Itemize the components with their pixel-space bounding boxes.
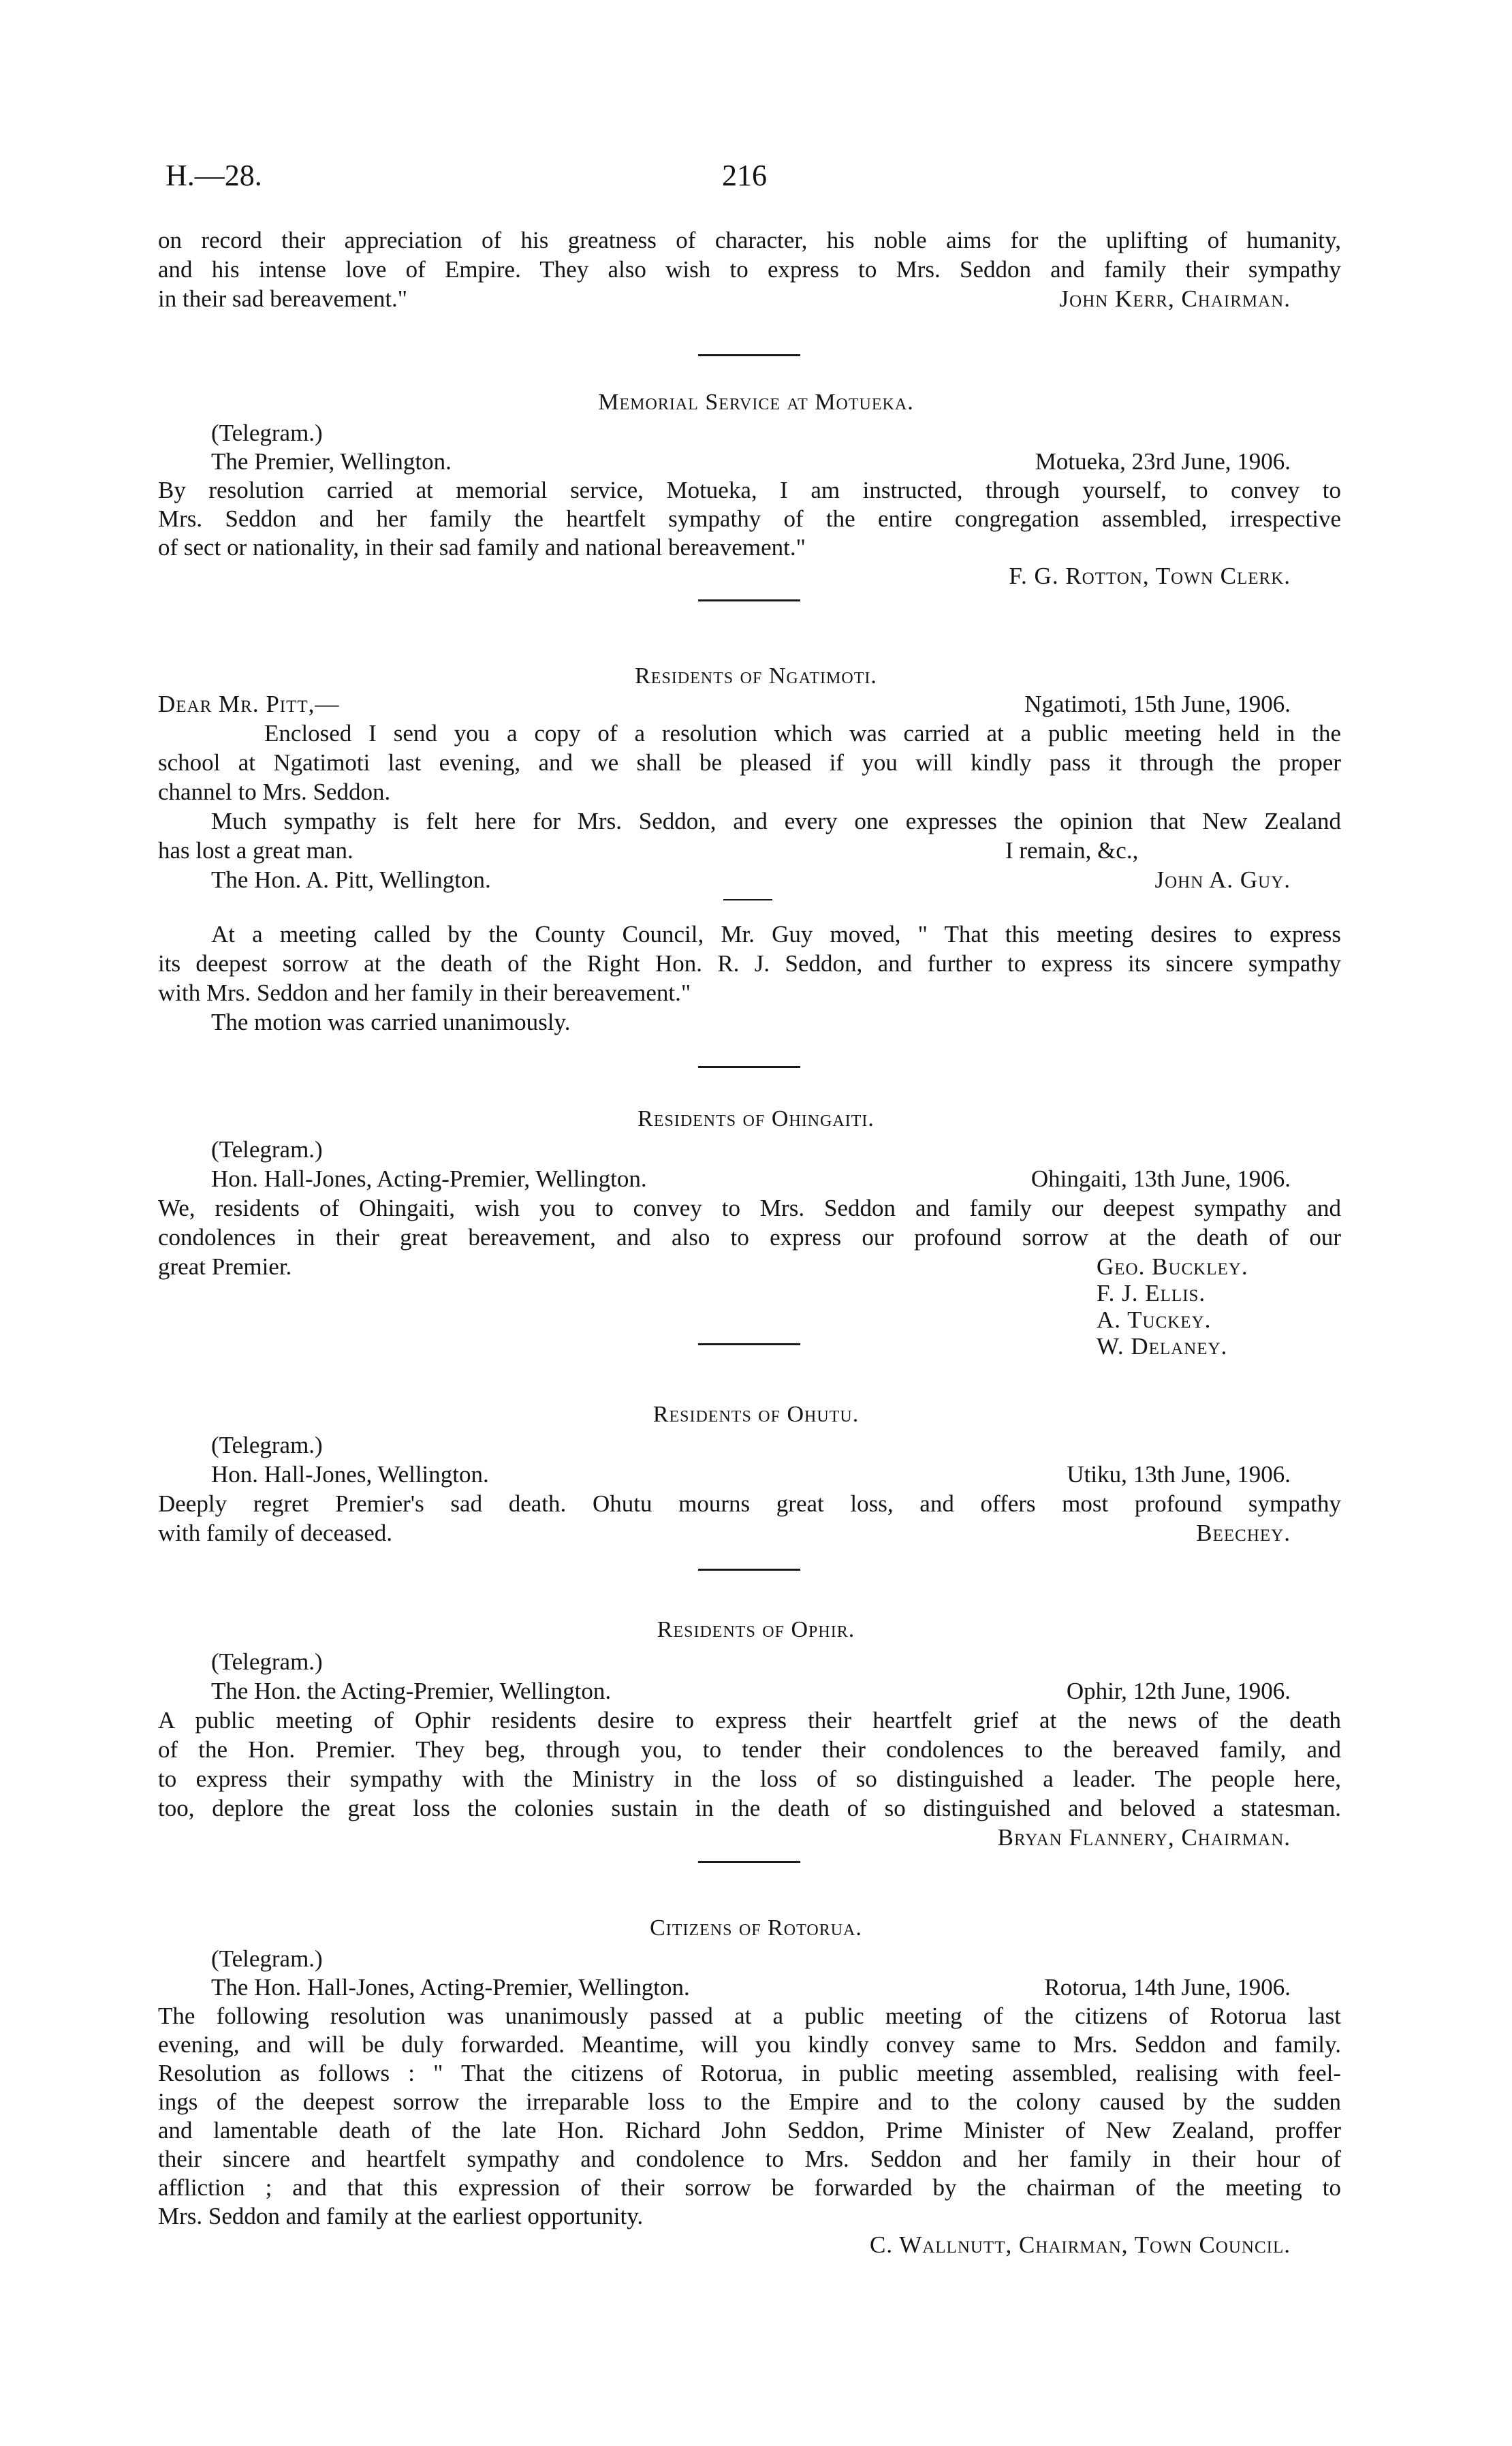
body-line: and his intense love of Empire. They also wish to express to Mrs. Seddon and family their sympathy (158, 256, 1341, 283)
addressee: Hon. Hall-Jones, Acting-Premier, Wellington. (211, 1165, 647, 1192)
telegram-label: (Telegram.) (211, 420, 323, 446)
section-heading: Residents of Ngatimoti. (635, 663, 877, 689)
body-line: condolences in their great bereavement, and also to express our profound sorrow at the death of our (158, 1224, 1341, 1251)
signature: John Kerr, Chairman. (1059, 285, 1291, 312)
body-line: Mrs. Seddon and family at the earliest opportunity. (158, 2203, 644, 2229)
body-line: By resolution carried at memorial service, Motueka, I am instructed, through yourself, to convey to (158, 477, 1341, 503)
body-line: At a meeting called by the County Council, Mr. Guy moved, " That this meeting desires to express (211, 921, 1341, 947)
body-line: Deeply regret Premier's sad death. Ohutu mourns great loss, and offers most profound sympathy (158, 1490, 1341, 1517)
telegram-label: (Telegram.) (211, 1136, 323, 1163)
section-heading: Residents of Ophir. (657, 1617, 855, 1642)
body-line: with family of deceased. (158, 1520, 393, 1546)
addressee: The Premier, Wellington. (211, 448, 452, 475)
body-line: of sect or nationality, in their sad family and national bereavement." (158, 534, 806, 561)
body-line: to express their sympathy with the Ministry in the loss of so distinguished a leader. The people here, (158, 1766, 1341, 1792)
telegram-label: (Telegram.) (211, 1648, 323, 1675)
addressee: The Hon. the Acting-Premier, Wellington. (211, 1678, 612, 1704)
page-number: 216 (722, 159, 767, 192)
body-line: and lamentable death of the late Hon. Richard John Seddon, Prime Minister of New Zealand, proffer (158, 2117, 1341, 2144)
signatory: F. J. Ellis. (1097, 1280, 1206, 1306)
body-line: The following resolution was unanimously passed at a public meeting of the citizens of Rotorua last (158, 2003, 1341, 2029)
body-line: Mrs. Seddon and her family the heartfelt sympathy of the entire congregation assembled, irrespective (158, 505, 1341, 532)
body-line: in their sad bereavement." (158, 285, 408, 312)
section-heading: Citizens of Rotorua. (650, 1915, 862, 1941)
body-line: its deepest sorrow at the death of the Right Hon. R. J. Seddon, and further to express its sincere sympathy (158, 950, 1341, 977)
body-line: The motion was carried unanimously. (211, 1009, 571, 1035)
section-divider (698, 1066, 800, 1068)
body-line: ings of the deepest sorrow the irreparable loss to the Empire and to the colony caused by the sudden (158, 2088, 1341, 2115)
dateline: Ophir, 12th June, 1906. (1066, 1678, 1291, 1704)
document-code: H.—28. (166, 159, 262, 192)
dateline: Utiku, 13th June, 1906. (1067, 1461, 1291, 1488)
body-line: with Mrs. Seddon and her family in their bereavement." (158, 979, 691, 1006)
section-divider (698, 1569, 800, 1571)
body-line: Resolution as follows : " That the citizens of Rotorua, in public meeting assembled, realising with feel- (158, 2060, 1341, 2086)
body-line: of the Hon. Premier. They beg, through you, to tender their condolences to the bereaved family, and (158, 1736, 1341, 1763)
body-line: great Premier. (158, 1253, 292, 1280)
signature: John A. Guy. (1154, 866, 1291, 893)
section-divider (698, 354, 800, 356)
signature: Beechey. (1196, 1520, 1291, 1546)
telegram-label: (Telegram.) (211, 1945, 323, 1972)
short-divider (723, 899, 772, 900)
body-line: Enclosed I send you a copy of a resolution which was carried at a public meeting held in the (264, 720, 1341, 747)
section-divider (698, 599, 800, 601)
dateline: Rotorua, 14th June, 1906. (1044, 1974, 1291, 2001)
section-heading: Memorial Service at Motueka. (598, 390, 914, 415)
addressee: The Hon. Hall-Jones, Acting-Premier, Wellington. (211, 1974, 690, 2001)
closing: I remain, &c., (1005, 837, 1139, 864)
body-line: their sincere and heartfelt sympathy and condolence to Mrs. Seddon and her family in their hour of (158, 2146, 1341, 2172)
body-line: on record their appreciation of his greatness of character, his noble aims for the uplifting of humanity, (158, 227, 1341, 253)
body-line: Much sympathy is felt here for Mrs. Seddon, and every one expresses the opinion that New Zealand (211, 808, 1341, 834)
body-line: too, deplore the great loss the colonies sustain in the death of so distinguished and beloved a statesman. (158, 1795, 1341, 1821)
signature: Bryan Flannery, Chairman. (997, 1824, 1291, 1851)
body-line: channel to Mrs. Seddon. (158, 779, 391, 805)
signatory: Geo. Buckley. (1097, 1253, 1248, 1280)
section-heading: Residents of Ohutu. (652, 1402, 860, 1427)
addressee: Hon. Hall-Jones, Wellington. (211, 1461, 489, 1488)
signatory: W. Delaney. (1097, 1333, 1228, 1360)
section-divider (698, 1861, 800, 1863)
telegram-label: (Telegram.) (211, 1432, 323, 1458)
body-line: school at Ngatimoti last evening, and we shall be pleased if you will kindly pass it through the proper (158, 749, 1341, 776)
body-line: has lost a great man. (158, 837, 353, 864)
salutation: Dear Mr. Pitt,— (158, 691, 340, 717)
addressee: The Hon. A. Pitt, Wellington. (211, 866, 491, 893)
body-line: We, residents of Ohingaiti, wish you to convey to Mrs. Seddon and family our deepest sympathy and (158, 1195, 1341, 1221)
signature: F. G. Rotton, Town Clerk. (1009, 563, 1291, 589)
section-divider (698, 1343, 800, 1345)
dateline: Ngatimoti, 15th June, 1906. (1024, 691, 1291, 717)
dateline: Motueka, 23rd June, 1906. (1035, 448, 1291, 475)
signature: C. Wallnutt, Chairman, Town Council. (869, 2231, 1291, 2258)
body-line: evening, and will be duly forwarded. Meantime, will you kindly convey same to Mrs. Seddon and family. (158, 2031, 1341, 2058)
section-heading: Residents of Ohingaiti. (637, 1106, 875, 1131)
dateline: Ohingaiti, 13th June, 1906. (1030, 1165, 1291, 1192)
signatory: A. Tuckey. (1097, 1306, 1212, 1333)
body-line: affliction ; and that this expression of their sorrow be forwarded by the chairman of the meeting to (158, 2174, 1341, 2201)
body-line: A public meeting of Ophir residents desire to express their heartfelt grief at the news of the death (158, 1707, 1341, 1734)
